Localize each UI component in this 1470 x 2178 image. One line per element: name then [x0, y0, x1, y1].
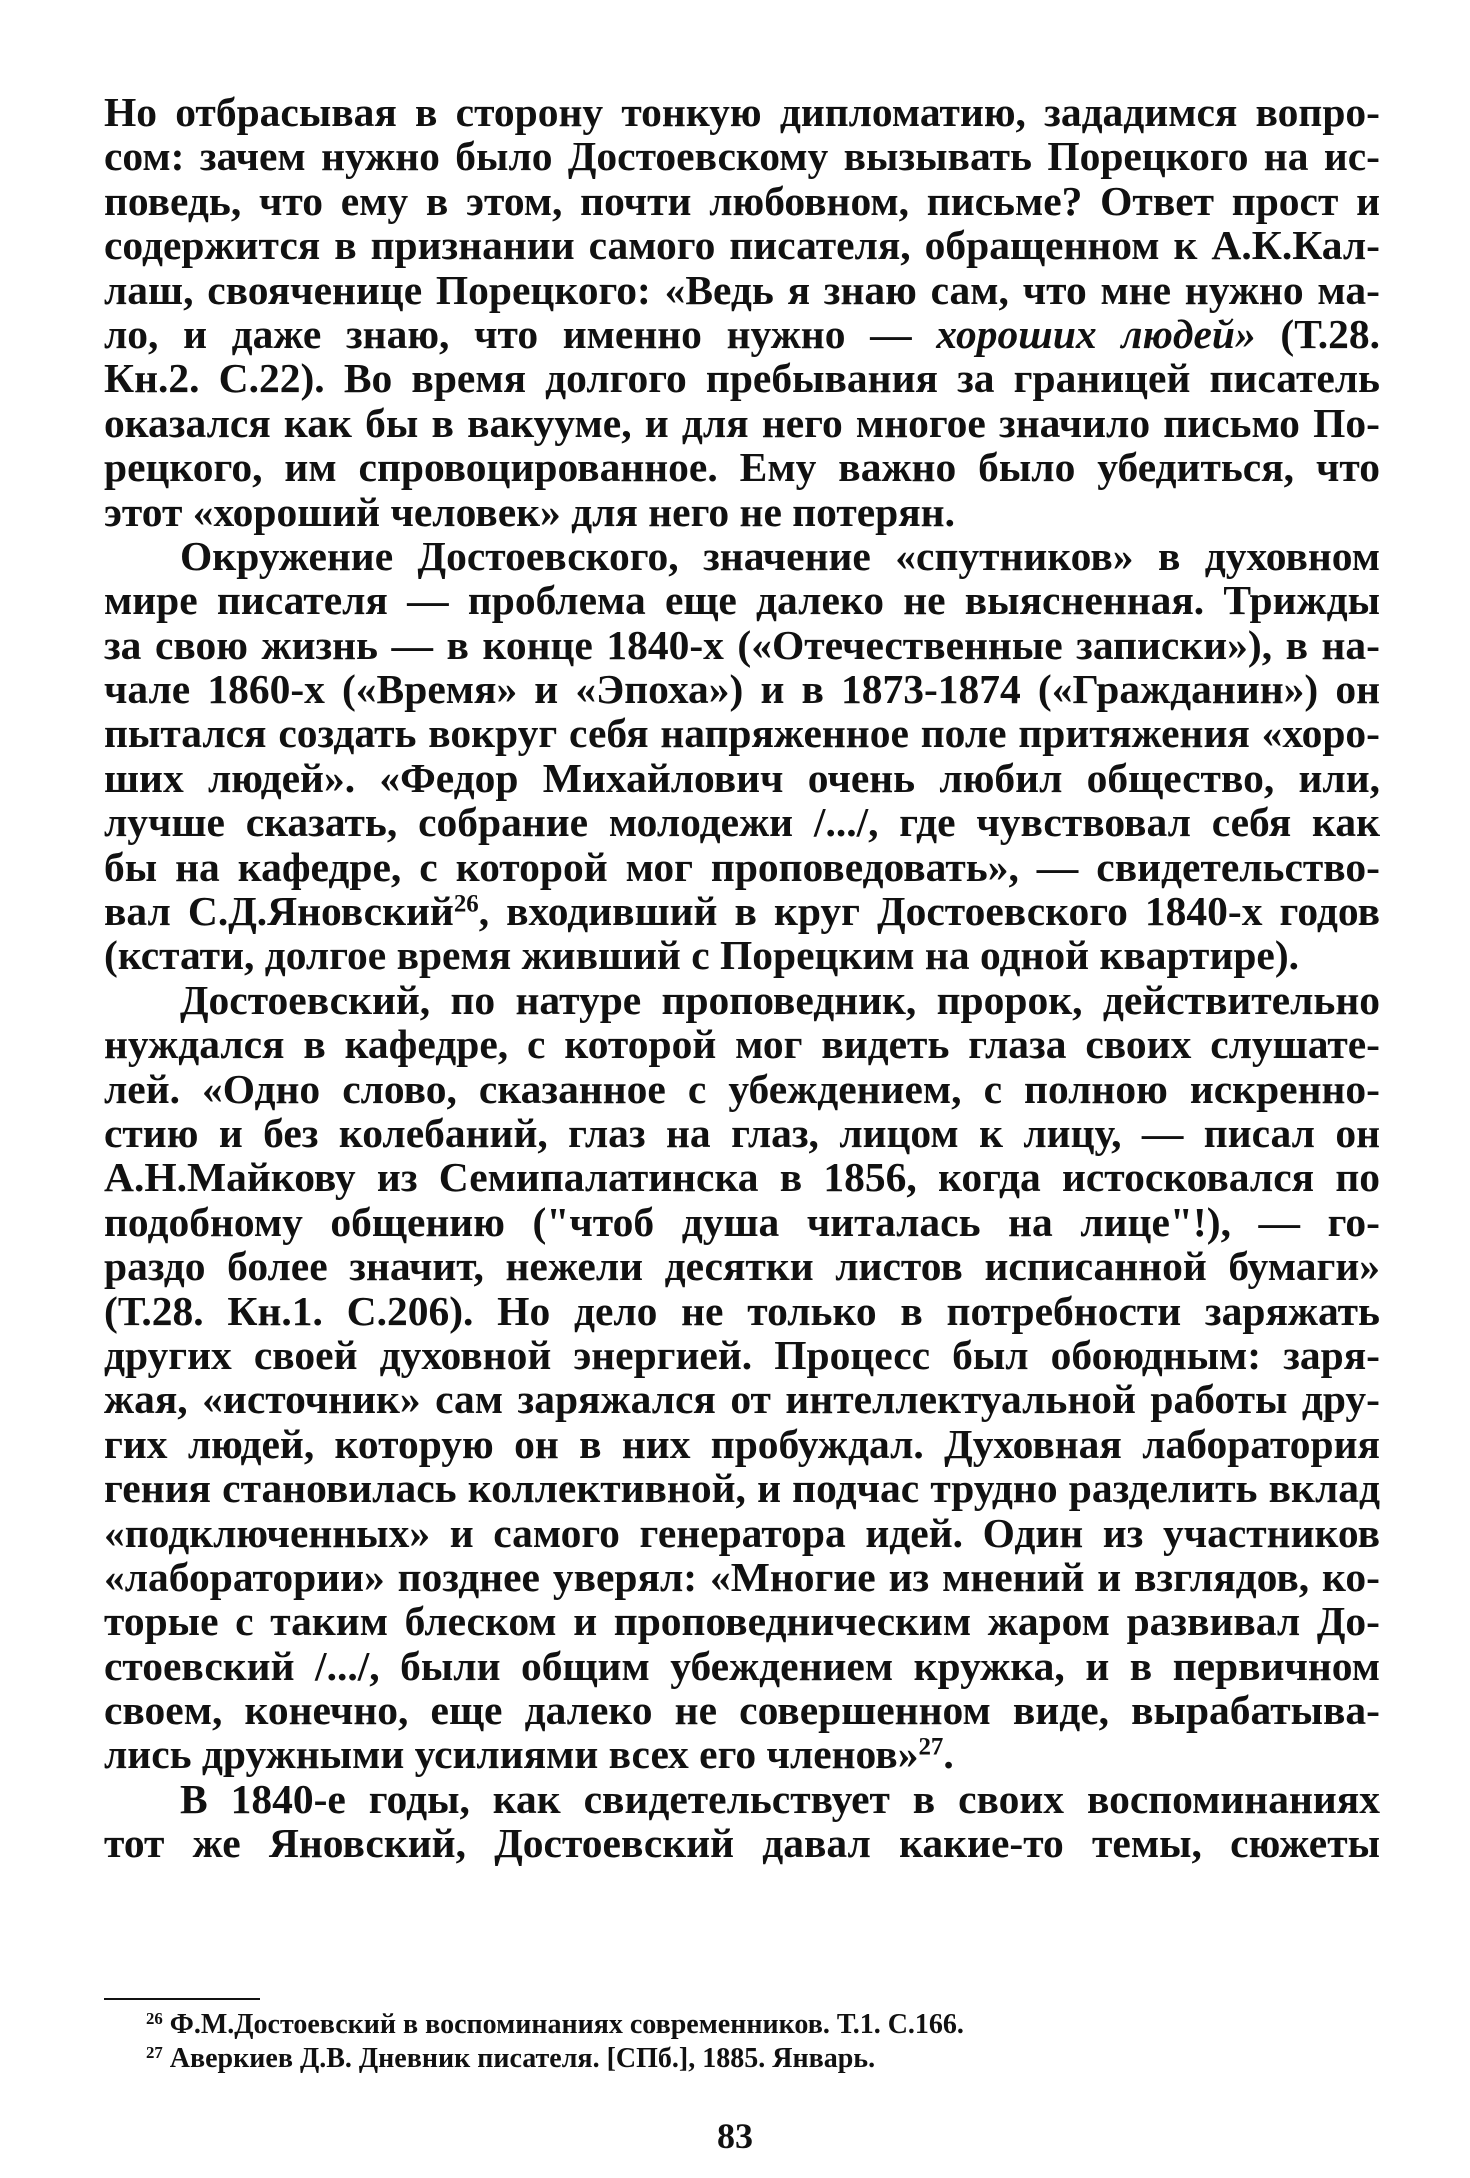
text-line: этот «хороший человек» для него не потерян.: [104, 488, 955, 535]
text-line: других своей духовной энергией. Процесс был обоюдным: заря-: [104, 1331, 1380, 1378]
text-line: лись дружными усилиями всех его членов»$^{27}$.: [104, 1731, 954, 1778]
text-line: гения становилась коллективной, и подчас трудно разделить вклад: [104, 1465, 1380, 1512]
text-line: стию и без колебаний, глаз на глаз, лицом к лицу, — писал он: [104, 1109, 1380, 1156]
text-line: Кн.2. С.22). Во время долгого пребывания за границей писатель: [104, 355, 1380, 402]
text-line: своем, конечно, еще далеко не совершенном виде, вырабатыва-: [104, 1687, 1380, 1734]
text-line: нуждался в кафедре, с которой мог видеть глаза своих слушате-: [104, 1021, 1380, 1068]
footnote: $^{26}$ Ф.М.Достоевский в воспоминаниях современников. Т.1. С.166.: [146, 2008, 964, 2040]
text-line: лучше сказать, собрание молодежи /.../, где чувствовал себя как: [104, 799, 1380, 846]
text-line: мире писателя — проблема еще далеко не выясненная. Трижды: [104, 577, 1380, 624]
text-line: торые с таким блеском и проповедническим жаром развивал До-: [104, 1598, 1380, 1645]
footnote: $^{27}$ Аверкиев Д.В. Дневник писателя. [СПб.], 1885. Январь.: [146, 2042, 876, 2074]
body-text: [104, 90, 1380, 1866]
text-line: ших людей». «Федор Михайлович очень любил общество, или,: [104, 754, 1380, 801]
text-line: лаш, свояченице Порецкого: «Ведь я знаю сам, что мне нужно ма-: [104, 266, 1380, 313]
text-line: (кстати, долгое время живший с Порецким на одной квартире).: [104, 932, 1300, 979]
footnote-marker: 27: [918, 1733, 944, 1761]
text-line: за свою жизнь — в конце 1840-х («Отечественные записки»), в на-: [104, 621, 1380, 668]
text-line: поведь, что ему в этом, почти любовном, письме? Ответ прост и: [104, 177, 1380, 224]
footnotes: [104, 2008, 1380, 2076]
text-line: содержится в признании самого писателя, обращенном к А.К.Кал-: [104, 222, 1380, 269]
text-line: пытался создать вокруг себя напряженное поле притяжения «хоро-: [104, 710, 1380, 757]
footnote-number: 27: [146, 2042, 163, 2062]
footnote-number: 26: [146, 2008, 163, 2028]
text-line: рецкого, им спровоцированное. Ему важно было убедиться, что: [104, 444, 1380, 491]
text-line: В 1840-е годы, как свидетельствует в своих воспоминаниях: [180, 1775, 1380, 1822]
page-number: 83: [717, 2116, 753, 2156]
text-line: сом: зачем нужно было Достоевскому вызывать Порецкого на ис-: [104, 133, 1380, 180]
text-line: чале 1860-х («Время» и «Эпоха») и в 1873-1874 («Гражданин») он: [104, 666, 1380, 713]
text-line: бы на кафедре, с которой мог проповедовать», — свидетельство-: [104, 843, 1380, 890]
text-line: лей. «Одно слово, сказанное с убеждением, с полною искренно-: [104, 1065, 1380, 1112]
text-line: подобному общению ("чтоб душа читалась на лице"!), — го-: [104, 1198, 1380, 1245]
text-line: тот же Яновский, Достоевский давал какие-то темы, сюжеты: [104, 1820, 1380, 1867]
text-line: ло, и даже знаю, что именно нужно — хороших людей» (Т.28.: [104, 310, 1381, 357]
text-line: А.Н.Майкову из Семипалатинска в 1856, когда истосковался по: [104, 1154, 1380, 1201]
text-line: жая, «источник» сам заряжался от интеллектуальной работы дру-: [104, 1376, 1380, 1423]
text-line: Достоевский, по натуре проповедник, пророк, действительно: [180, 976, 1380, 1023]
text-line: «лаборатории» позднее уверял: «Многие из мнений и взглядов, ко-: [104, 1553, 1380, 1600]
text-line: оказался как бы в вакууме, и для него многое значило письмо По-: [104, 399, 1380, 446]
footnote-divider: [104, 1998, 260, 2000]
text-line: «подключенных» и самого генератора идей. Один из участников: [104, 1509, 1380, 1556]
text-line: (Т.28. Кн.1. С.206). Но дело не только в потребности заряжать: [104, 1287, 1380, 1334]
text-line: раздо более значит, нежели десятки листов исписанной бумаги»: [104, 1243, 1380, 1290]
text-line: гих людей, которую он в них пробуждал. Духовная лаборатория: [104, 1420, 1380, 1467]
text-line: вал С.Д.Яновский$^{26}$, входивший в круг Достоевского 1840-х годов: [104, 888, 1381, 935]
text-line: Окружение Достоевского, значение «спутников» в духовном: [180, 532, 1380, 579]
text-line: стоевский /.../, были общим убеждением кружка, и в первичном: [104, 1642, 1380, 1689]
footnote-marker: 26: [453, 890, 479, 918]
italic-quote: хороших людей»: [936, 310, 1256, 357]
text-line: Но отбрасывая в сторону тонкую дипломатию, зададимся вопро-: [104, 89, 1380, 135]
